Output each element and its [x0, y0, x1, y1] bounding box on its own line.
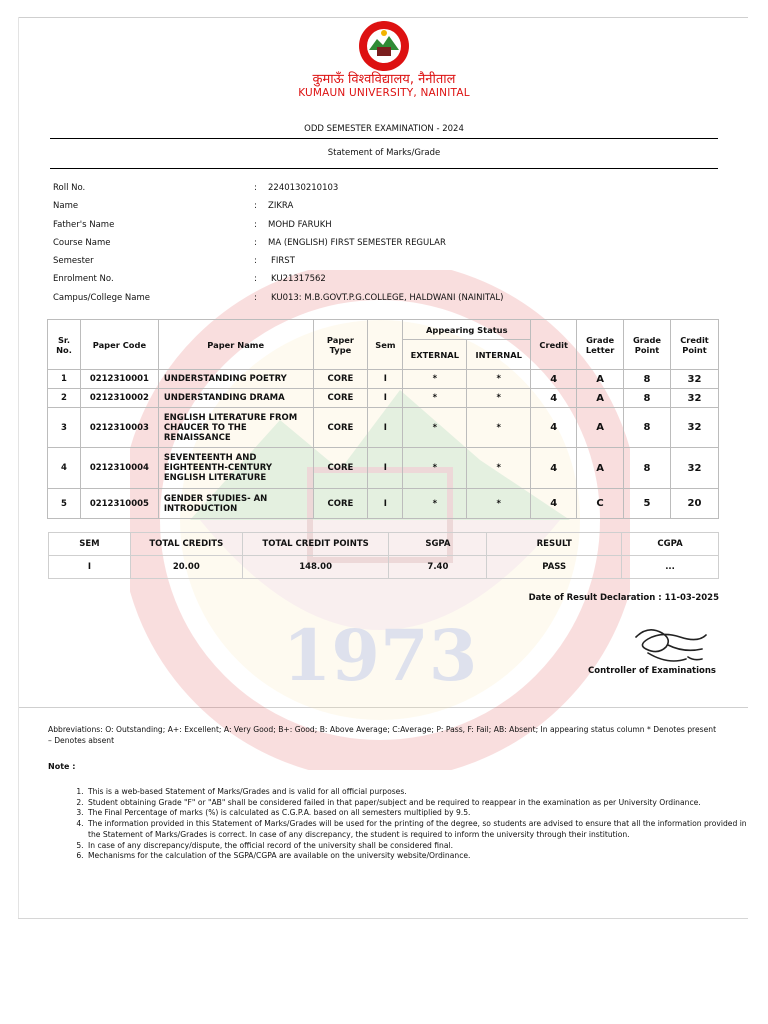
- cell-internal: *: [467, 448, 531, 489]
- marks-table: [47, 319, 719, 519]
- info-value: KU21317562: [271, 274, 326, 285]
- frame-bottom-line: [18, 918, 748, 919]
- table-row: [48, 408, 719, 448]
- student-info: [53, 183, 733, 311]
- header-credit-point: Credit Point: [670, 320, 718, 370]
- info-colon: :: [254, 219, 257, 230]
- controller-of-examinations: Controller of Examinations: [588, 666, 716, 676]
- header-grade-letter: Grade Letter: [577, 320, 624, 370]
- frame-left-line: [18, 17, 19, 707]
- info-value: MA (ENGLISH) FIRST SEMESTER REGULAR: [268, 237, 446, 248]
- cell-grade: A: [577, 389, 624, 408]
- cell-grade: A: [577, 408, 624, 448]
- info-row-course: [53, 238, 733, 256]
- info-row-college: [53, 293, 733, 311]
- header-credit: Credit: [531, 320, 577, 370]
- cell-sr: 2: [48, 389, 81, 408]
- cell-grade-point: 8: [624, 389, 671, 408]
- cell-sr: 1: [48, 370, 81, 389]
- info-row-enrolment: [53, 274, 733, 292]
- note-item: 2. Student obtaining Grade "F" or "AB" shall be considered failed in that paper/subject and be required to reappear in the examination as per University Ordinance.: [86, 798, 758, 809]
- controller-signature: [628, 623, 712, 667]
- cell-credit-point: 20: [670, 489, 718, 519]
- info-label: Name: [53, 201, 79, 212]
- info-value: FIRST: [271, 256, 295, 267]
- cell-sr: 5: [48, 489, 81, 519]
- exam-title: ODD SEMESTER EXAMINATION - 2024: [304, 124, 464, 134]
- cell-name: SEVENTEENTH AND EIGHTEENTH-CENTURY ENGLISH LITERATURE: [158, 448, 313, 489]
- summary-header-cgpa: CGPA: [622, 533, 719, 556]
- note-item: 3. The Final Percentage of marks (%) is calculated as C.G.P.A. based on all semesters multiplied by 9.5.: [86, 808, 758, 819]
- cell-grade: C: [577, 489, 624, 519]
- cell-credit: 4: [531, 448, 577, 489]
- header-paper-type: Paper Type: [313, 320, 368, 370]
- summary-header-total-credit-points: TOTAL CREDIT POINTS: [242, 533, 389, 556]
- summary-header-sgpa: SGPA: [389, 533, 487, 556]
- header-appearing-status: Appearing Status: [403, 320, 531, 340]
- notes-list: [46, 787, 758, 862]
- info-row-name: [53, 201, 733, 219]
- cell-sem: I: [368, 370, 403, 389]
- cell-grade: A: [577, 370, 624, 389]
- note-item: 1. This is a web-based Statement of Marks/Grades and is valid for all official purposes.: [86, 787, 758, 798]
- cell-type: CORE: [313, 389, 368, 408]
- cell-name: GENDER STUDIES- AN INTRODUCTION: [158, 489, 313, 519]
- info-value: 2240130210103: [268, 183, 339, 193]
- cell-type: CORE: [313, 489, 368, 519]
- info-value: ZIKRA: [268, 201, 294, 212]
- cell-internal: *: [467, 489, 531, 519]
- cell-external: *: [403, 489, 467, 519]
- cell-name: UNDERSTANDING POETRY: [158, 370, 313, 389]
- summary-header-total-credits: TOTAL CREDITS: [130, 533, 242, 556]
- cell-code: 0212310004: [80, 448, 158, 489]
- divider: [50, 168, 718, 169]
- note-heading: Note :: [48, 762, 76, 771]
- info-label: Roll No.: [53, 183, 86, 193]
- info-colon: :: [254, 292, 257, 303]
- abbreviations-text: Abbreviations: O: Outstanding; A+: Excellent; A: Very Good; B+: Good; B: Above Average; C:Average; P: Pass, F: Fail; AB: Absent; In appearing status column * Denotes present – Denotes absent: [48, 725, 717, 745]
- info-row-semester: [53, 256, 733, 274]
- cell-code: 0212310001: [80, 370, 158, 389]
- table-row: [48, 489, 719, 519]
- summary-sgpa: 7.40: [389, 556, 487, 579]
- note-item: 4. The information provided in this Statement of Marks/Grades will be used for the printing of the degree, so students are advised to ensure that all the information provided in the Statement of Marks/Grades is correct. In case of any discrepancy, the student is required to inform the university through their institution.: [86, 819, 758, 840]
- summary-header-sem: SEM: [49, 533, 131, 556]
- summary-sem: I: [49, 556, 131, 579]
- info-row-roll: [53, 183, 733, 201]
- cell-external: *: [403, 448, 467, 489]
- summary-header-result: RESULT: [487, 533, 622, 556]
- cell-type: CORE: [313, 370, 368, 389]
- cell-sem: I: [368, 389, 403, 408]
- summary-total-credit-points: 148.00: [242, 556, 389, 579]
- cell-external: *: [403, 389, 467, 408]
- cell-grade-point: 8: [624, 448, 671, 489]
- cell-sr: 4: [48, 448, 81, 489]
- info-row-father: [53, 220, 733, 238]
- header-sr-no: Sr. No.: [48, 320, 81, 370]
- info-colon: :: [254, 237, 257, 248]
- info-colon: :: [254, 256, 257, 267]
- header-paper-code: Paper Code: [80, 320, 158, 370]
- table-header-row: [48, 320, 719, 340]
- summary-row: [49, 556, 719, 579]
- cell-credit-point: 32: [670, 370, 718, 389]
- statement-title: Statement of Marks/Grade: [327, 148, 441, 158]
- university-name-hindi: कुमाऊँ विश्वविद्यालय, नैनीताल: [312, 72, 456, 87]
- cell-external: *: [403, 408, 467, 448]
- info-colon: :: [254, 183, 257, 193]
- cell-name: ENGLISH LITERATURE FROM CHAUCER TO THE RENAISSANCE: [158, 408, 313, 448]
- table-row: [48, 389, 719, 408]
- cell-credit: 4: [531, 408, 577, 448]
- seal-year-watermark: 1973: [282, 614, 478, 697]
- cell-external: *: [403, 370, 467, 389]
- summary-header-row: [49, 533, 719, 556]
- info-label: Course Name: [53, 237, 111, 248]
- header-paper-name: Paper Name: [158, 320, 313, 370]
- summary-total-credits: 20.00: [130, 556, 242, 579]
- header-sem: Sem: [368, 320, 403, 370]
- info-label: Semester: [53, 256, 94, 267]
- cell-internal: *: [467, 389, 531, 408]
- university-logo: [358, 20, 410, 72]
- cell-grade: A: [577, 448, 624, 489]
- info-value: MOHD FARUKH: [268, 219, 332, 230]
- cell-credit: 4: [531, 489, 577, 519]
- summary-result: PASS: [487, 556, 622, 579]
- result-declaration-date: Date of Result Declaration : 11-03-2025: [528, 593, 719, 603]
- frame-middle-line: [18, 707, 748, 708]
- cell-type: CORE: [313, 448, 368, 489]
- note-item: 6. Mechanisms for the calculation of the SGPA/CGPA are available on the university website/Ordinance.: [86, 851, 758, 862]
- cell-credit-point: 32: [670, 389, 718, 408]
- university-name-english: KUMAUN UNIVERSITY, NAINITAL: [298, 87, 470, 99]
- cell-code: 0212310003: [80, 408, 158, 448]
- cell-sem: I: [368, 408, 403, 448]
- cell-code: 0212310002: [80, 389, 158, 408]
- header-external: EXTERNAL: [403, 340, 467, 370]
- cell-credit-point: 32: [670, 448, 718, 489]
- note-item: 5. In case of any discrepancy/dispute, the official record of the university shall be considered final.: [86, 841, 758, 852]
- cell-internal: *: [467, 370, 531, 389]
- cell-grade-point: 8: [624, 408, 671, 448]
- summary-cgpa: ...: [622, 556, 719, 579]
- info-colon: :: [254, 201, 257, 212]
- cell-credit: 4: [531, 370, 577, 389]
- cell-code: 0212310005: [80, 489, 158, 519]
- frame-top-line: [18, 17, 748, 18]
- cell-grade-point: 5: [624, 489, 671, 519]
- cell-type: CORE: [313, 408, 368, 448]
- cell-grade-point: 8: [624, 370, 671, 389]
- divider: [50, 138, 718, 139]
- cell-credit-point: 32: [670, 408, 718, 448]
- header-grade-point: Grade Point: [624, 320, 671, 370]
- cell-sem: I: [368, 489, 403, 519]
- cell-credit: 4: [531, 389, 577, 408]
- info-value: KU013: M.B.GOVT.P.G.COLLEGE, HALDWANI (NAINITAL): [271, 292, 504, 303]
- cell-sr: 3: [48, 408, 81, 448]
- info-colon: :: [254, 274, 257, 285]
- cell-name: UNDERSTANDING DRAMA: [158, 389, 313, 408]
- cell-internal: *: [467, 408, 531, 448]
- result-summary-table: [48, 532, 719, 579]
- table-row: [48, 370, 719, 389]
- frame-left-line-lower: [18, 707, 19, 919]
- header-internal: INTERNAL: [467, 340, 531, 370]
- info-label: Father's Name: [53, 219, 115, 230]
- table-row: [48, 448, 719, 489]
- cell-sem: I: [368, 448, 403, 489]
- info-label: Enrolment No.: [53, 274, 114, 285]
- info-label: Campus/College Name: [53, 292, 150, 303]
